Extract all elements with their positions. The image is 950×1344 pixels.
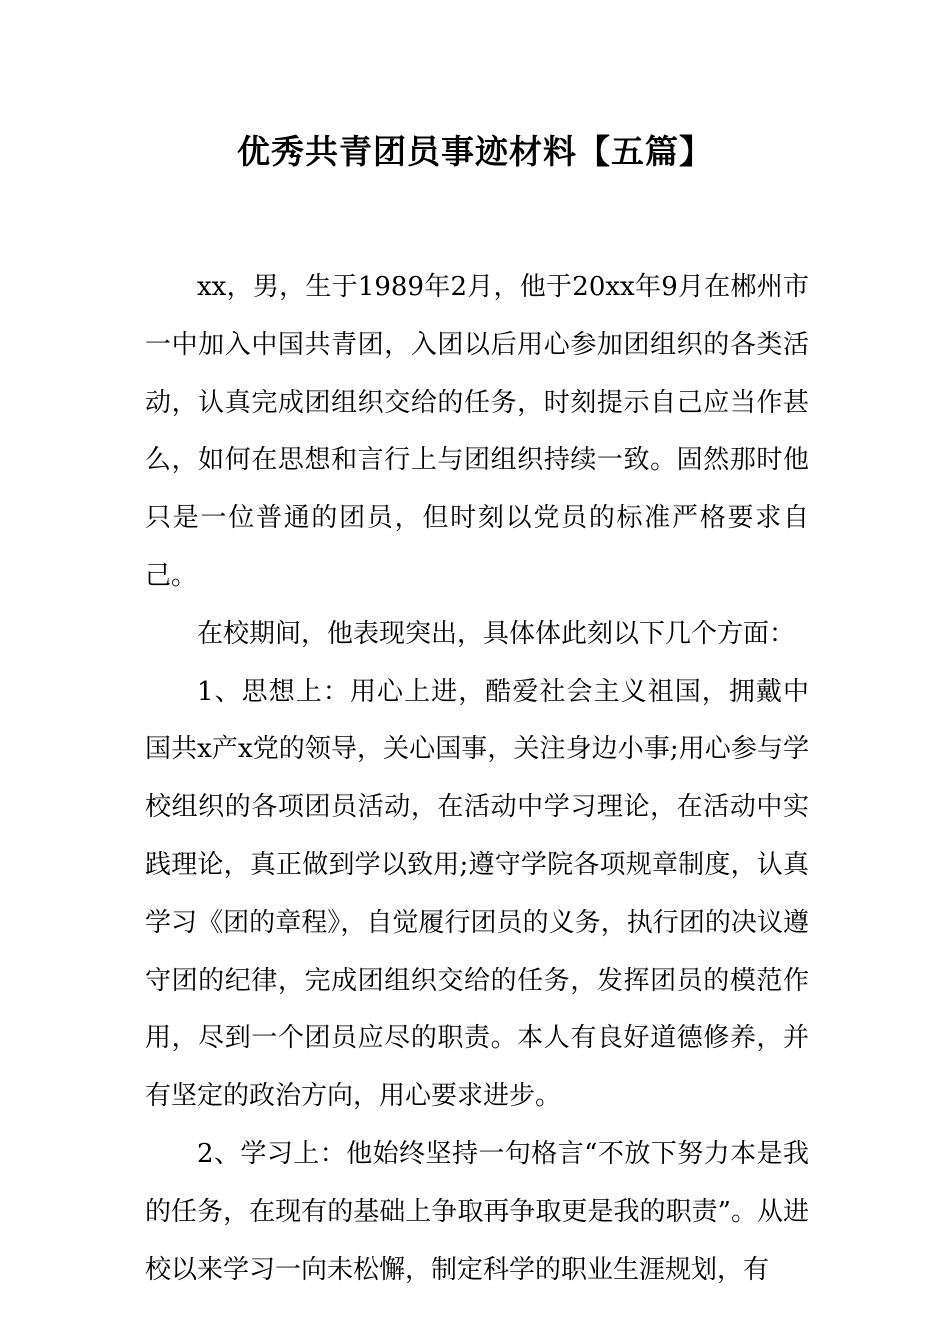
document-title: 优秀共青团员事迹材料【五篇】 (237, 132, 713, 171)
paragraph-intro: xx，男，生于1989年2月，他于20xx年9月在郴州市一中加入中国共青团，入团以后用心参加团组织的各类活动，认真完成团组织交给的任务，时刻提示自己应当作甚么，如何在思想和言行上与团组织持续一致。固然那时他只是一位普通的团员，但时刻以党员的标准严格要求自己。 (145, 272, 809, 591)
document-body (145, 259, 809, 1299)
paragraph-school-period: 在校期间，他表现突出，具体体此刻以下几个方面： (197, 618, 796, 649)
paragraph-ideology: 1、思想上：用心上进，酷爱社会主义祖国，拥戴中国共x产x党的领导，关心国事，关注身边小事;用心参与学校组织的各项团员活动，在活动中学习理论，在活动中实践理论，真正做到学以致用;遵守学院各项规章制度，认真学习《团的章程》，自觉履行团员的义务，执行团的决议遵守团的纪律，完成团组织交给的任务，发挥团员的模范作用，尽到一个团员应尽的职责。本人有良好道德修养，并有坚定的政治方向，用心要求进步。 (145, 676, 809, 1112)
paragraph-study: 2、学习上：他始终坚持一句格言“不放下努力本是我的任务，在现有的基础上争取再争取更是我的职责”。从进校以来学习一向未松懈，制定科学的职业生涯规划，有 (145, 1138, 809, 1285)
